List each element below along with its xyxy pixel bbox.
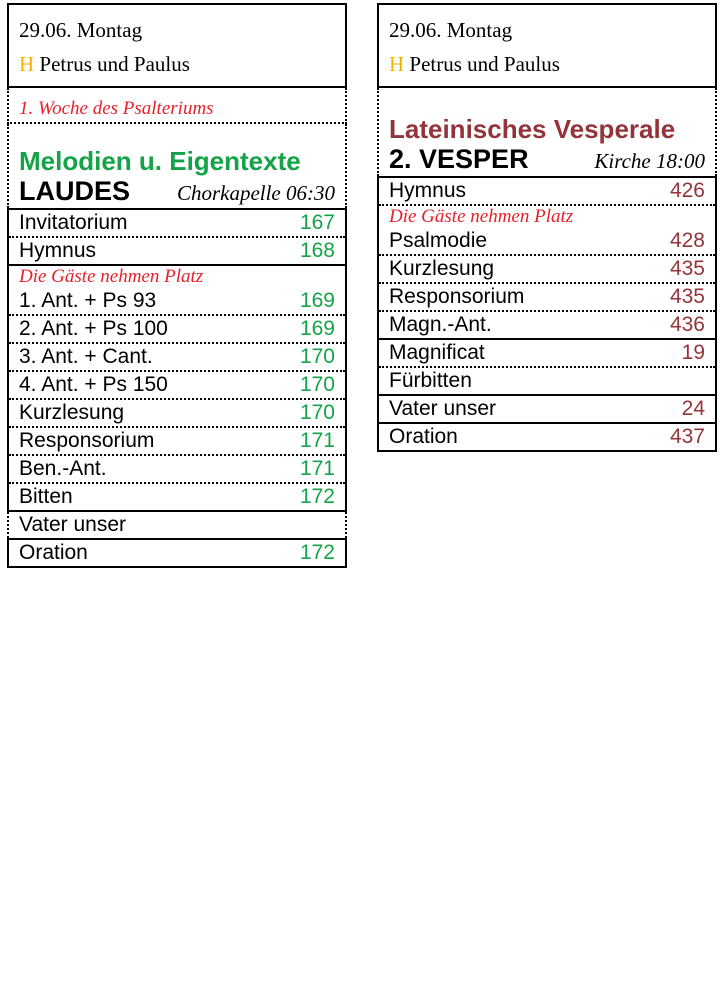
- list-item: Vater unser: [19, 513, 126, 536]
- page-number: 428: [669, 229, 705, 252]
- page-number: 19: [681, 341, 705, 364]
- page-number: 435: [669, 285, 705, 308]
- page-number: 170: [299, 345, 335, 368]
- day-header: [7, 3, 347, 88]
- list-item: Oration 172: [19, 541, 335, 564]
- page-number: 437: [669, 425, 705, 448]
- page-number: 24: [681, 397, 705, 420]
- list-item: Hymnus 168: [9, 236, 345, 264]
- page-number: 169: [299, 317, 335, 340]
- list-item: 1. Ant. + Ps 93 169: [19, 289, 335, 312]
- list-item: 2. Ant. + Ps 100 169: [9, 314, 345, 342]
- feast-rank-letter: H: [389, 52, 405, 76]
- page-number: 170: [299, 373, 335, 396]
- office-name: 2. VESPER: [389, 144, 529, 174]
- office-row: [389, 144, 705, 176]
- order-list: [377, 176, 717, 452]
- vater-unser-section: [7, 512, 347, 538]
- list-item: Ben.-Ant. 171: [9, 454, 345, 482]
- guest-note: Die Gäste nehmen Platz: [9, 264, 345, 288]
- page-number: 167: [299, 211, 335, 234]
- page-number: 426: [669, 179, 705, 202]
- psalter-week: 1. Woche des Psalteriums: [7, 88, 347, 124]
- list-item: 3. Ant. + Cant. 170: [9, 342, 345, 370]
- date-label: 29.06. Montag: [19, 18, 143, 42]
- page-number: 435: [669, 257, 705, 280]
- page-number: 168: [299, 239, 335, 262]
- page-number: 170: [299, 401, 335, 424]
- list-item: 4. Ant. + Ps 150 170: [9, 370, 345, 398]
- list-item: Kurzlesung 170: [9, 398, 345, 426]
- office-row: [19, 176, 335, 208]
- page-number: 172: [299, 485, 335, 508]
- date-label: 29.06. Montag: [389, 18, 513, 42]
- office-title-block: [7, 124, 347, 208]
- page-number: 436: [669, 313, 705, 336]
- list-item: Responsorium 435: [379, 282, 715, 310]
- list-item: Bitten 172: [9, 482, 345, 510]
- day-header: [377, 3, 717, 88]
- feast-rank-letter: H: [19, 52, 35, 76]
- book-title: Lateinisches Vesperale: [389, 114, 676, 144]
- book-title: Melodien u. Eigentexte: [19, 146, 301, 176]
- list-item: Magn.-Ant. 436: [379, 310, 715, 338]
- office-place-time: Kirche 18:00: [594, 149, 705, 173]
- feast-name: Petrus und Paulus: [39, 52, 190, 76]
- feast-line: [19, 47, 335, 81]
- list-item: Hymnus 426: [389, 179, 705, 202]
- page-number: 169: [299, 289, 335, 312]
- list-item: Fürbitten: [379, 366, 715, 394]
- list-item: Kurzlesung 435: [379, 254, 715, 282]
- list-item: Responsorium 171: [9, 426, 345, 454]
- guest-note: Die Gäste nehmen Platz: [379, 204, 715, 228]
- oration-section: [7, 538, 347, 568]
- list-item: Vater unser 24: [379, 394, 715, 422]
- feast-line: [389, 47, 705, 81]
- list-item: Oration 437: [379, 422, 715, 450]
- list-item: Magnificat 19: [379, 338, 715, 366]
- laudes-card: [7, 3, 347, 568]
- vesper-card: [377, 3, 717, 452]
- page-number: 172: [299, 541, 335, 564]
- page-number: 171: [299, 429, 335, 452]
- office-title-block: [377, 88, 717, 176]
- feast-name: Petrus und Paulus: [409, 52, 560, 76]
- list-item: Invitatorium 167: [19, 211, 335, 234]
- order-list: [7, 208, 347, 512]
- office-name: LAUDES: [19, 176, 131, 206]
- page-number: 171: [299, 457, 335, 480]
- list-item: Psalmodie 428: [389, 229, 705, 252]
- office-place-time: Chorkapelle 06:30: [176, 181, 335, 205]
